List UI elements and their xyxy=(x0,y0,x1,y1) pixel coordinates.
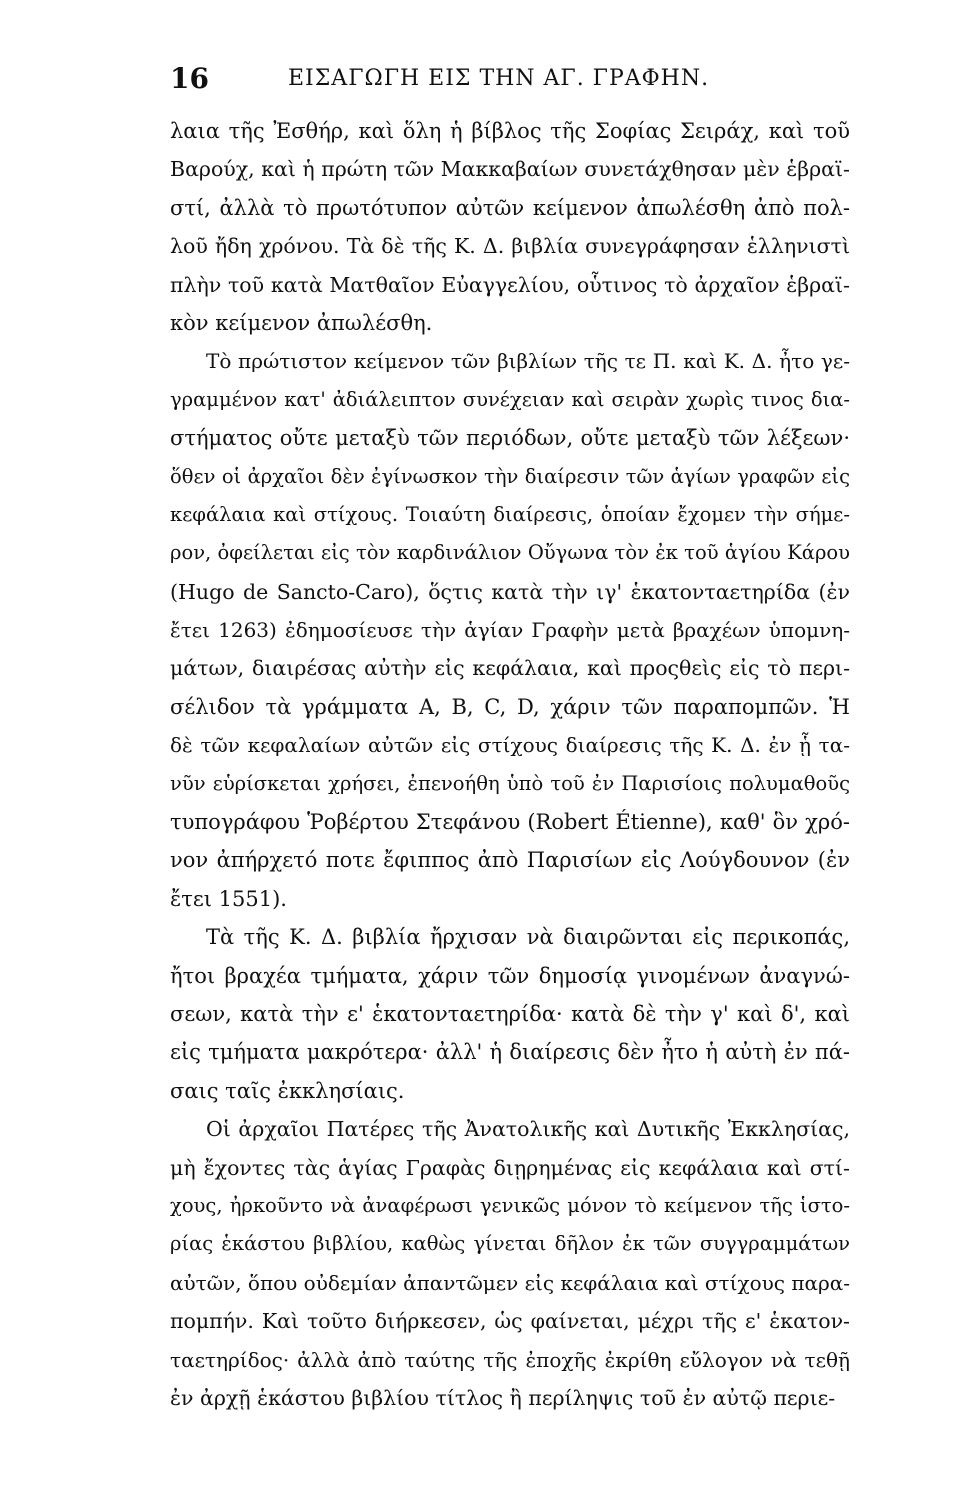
running-title: ΕΙΣΑΓΩΓΗ ΕΙΣ ΤΗΝ ΑΓ. ΓΡΑΦΗΝ. xyxy=(288,66,710,91)
text-line: λοῦ ἤδη χρόνου. Τὰ δὲ τῆς Κ. Δ. βιβλία συνεγράφησαν ἑλληνιστὶ xyxy=(170,234,850,259)
text-line: μάτων, διαιρέσας αὐτὴν εἰς κεφάλαια, καὶ προςθεὶς εἰς τὸ περι- xyxy=(170,656,850,681)
text-line: Βαρούχ, καὶ ἡ πρώτη τῶν Μακκαβαίων συνετάχθησαν μὲν ἑβραϊ- xyxy=(170,157,850,182)
text-line: χους, ἠρκοῦντο νὰ ἀναφέρωσι γενικῶς μόνον τὸ κείμενον τῆς ἱστο- xyxy=(170,1193,850,1217)
text-line: Τὰ τῆς Κ. Δ. βιβλία ἤρχισαν νὰ διαιρῶνται εἰς περικοπάς, xyxy=(206,925,850,950)
text-line: γραμμένον κατ' ἀδιάλειπτον συνέχειαν καὶ σειρὰν χωρὶς τινος δια- xyxy=(170,387,850,411)
text-line: τυπογράφου Ῥοβέρτου Στεφάνου (Robert Étienne), καθ' ὃν χρό- xyxy=(170,810,850,835)
text-line: ἔτει 1263) ἐδημοσίευσε τὴν ἁγίαν Γραφὴν μετὰ βραχέων ὑπομνη- xyxy=(170,618,850,643)
text-line: στί, ἀλλὰ τὸ πρωτότυπον αὐτῶν κείμενον ἀπωλέσθη ἀπὸ πολ- xyxy=(170,195,850,220)
page-header xyxy=(170,62,860,98)
text-line: σέλιδον τὰ γράμματα A, B, C, D, χάριν τῶν παραπομπῶν. Ἡ xyxy=(170,694,850,719)
text-line: νῦν εὑρίσκεται χρήσει, ἐπενοήθη ὑπὸ τοῦ ἐν Παρισίοις πολυμαθοῦς xyxy=(170,771,850,795)
text-line: σαις ταῖς ἐκκλησίαις. xyxy=(170,1078,405,1103)
paragraph xyxy=(170,1110,850,1417)
text-line: ἤτοι βραχέα τμήματα, χάριν τῶν δημοσίᾳ γινομένων ἀναγνώ- xyxy=(170,963,850,988)
text-line: ἐν ἀρχῇ ἑκάστου βιβλίου τίτλος ἢ περίληψις τοῦ ἐν αὐτῷ περιε- xyxy=(170,1385,836,1410)
text-line: ταετηρίδος· ἀλλὰ ἀπὸ ταύτης τῆς ἐποχῆς ἐκρίθη εὔλογον νὰ τεθῇ xyxy=(170,1347,850,1372)
text-line: μὴ ἔχοντες τὰς ἁγίας Γραφὰς διῃρημένας εἰς κεφάλαια καὶ στί- xyxy=(170,1155,850,1180)
text-line: ἔτει 1551). xyxy=(170,886,287,911)
paragraph xyxy=(170,918,850,1110)
text-line: δὲ τῶν κεφαλαίων αὐτῶν εἰς στίχους διαίρεσις τῆς Κ. Δ. ἐν ᾗ τα- xyxy=(170,733,850,758)
text-line: πλὴν τοῦ κατὰ Ματθαῖον Εὐαγγελίου, οὗτινος τὸ ἀρχαῖον ἑβραϊ- xyxy=(170,272,850,297)
text-line: πομπήν. Καὶ τοῦτο διήρκεσεν, ὡς φαίνεται, μέχρι τῆς ε' ἑκατον- xyxy=(170,1309,850,1334)
text-line: σεων, κατὰ τὴν ε' ἑκατονταετηρίδα· κατὰ δὲ τὴν γ' καὶ δ', καὶ xyxy=(170,1001,850,1026)
text-line: (Hugo de Sancto-Caro), ὅςτις κατὰ τὴν ιγ' ἑκατονταετηρίδα (ἐν xyxy=(170,579,850,604)
text-line: λαια τῆς Ἐσθήρ, καὶ ὅλη ἡ βίβλος τῆς Σοφίας Σειράχ, καὶ τοῦ xyxy=(170,119,850,143)
text-line: νον ἀπήρχετό ποτε ἔφιππος ἀπὸ Παρισίων εἰς Λούγδουνον (ἐν xyxy=(170,848,850,873)
text-line: στήματος οὔτε μεταξὺ τῶν περιόδων, οὔτε μεταξὺ τῶν λέξεων· xyxy=(170,426,850,451)
text-line: εἰς τμήματα μακρότερα· ἀλλ' ἡ διαίρεσις δὲν ἦτο ἡ αὐτὴ ἐν πά- xyxy=(170,1040,850,1065)
paragraph xyxy=(170,342,850,918)
text-line: ρον, ὀφείλεται εἰς τὸν καρδινάλιον Οὔγωνα τὸν ἐκ τοῦ ἁγίου Κάρου xyxy=(170,541,850,565)
text-line: αὐτῶν, ὅπου οὐδεμίαν ἀπαντῶμεν εἰς κεφάλαια καὶ στίχους παρα- xyxy=(170,1270,851,1295)
page-number: 16 xyxy=(170,62,209,95)
text-line: κεφάλαια καὶ στίχους. Τοιαύτη διαίρεσις, ὁποίαν ἔχομεν τὴν σήμε- xyxy=(170,502,850,526)
text-line: Οἱ ἀρχαῖοι Πατέρες τῆς Ἀνατολικῆς καὶ Δυτικῆς Ἐκκλησίας, xyxy=(206,1117,850,1142)
text-line: ὅθεν οἱ ἀρχαῖοι δὲν ἐγίνωσκον τὴν διαίρεσιν τῶν ἁγίων γραφῶν εἰς xyxy=(170,464,850,488)
text-line: Τὸ πρώτιστον κείμενον τῶν βιβλίων τῆς τε Π. καὶ Κ. Δ. ἦτο γε- xyxy=(206,349,850,374)
body-text xyxy=(170,112,850,1417)
paragraph xyxy=(170,112,850,342)
text-line: κὸν κείμενον ἀπωλέσθη. xyxy=(170,310,433,335)
text-line: ρίας ἑκάστου βιβλίου, καθὼς γίνεται δῆλον ἐκ τῶν συγγραμμάτων xyxy=(170,1232,850,1256)
